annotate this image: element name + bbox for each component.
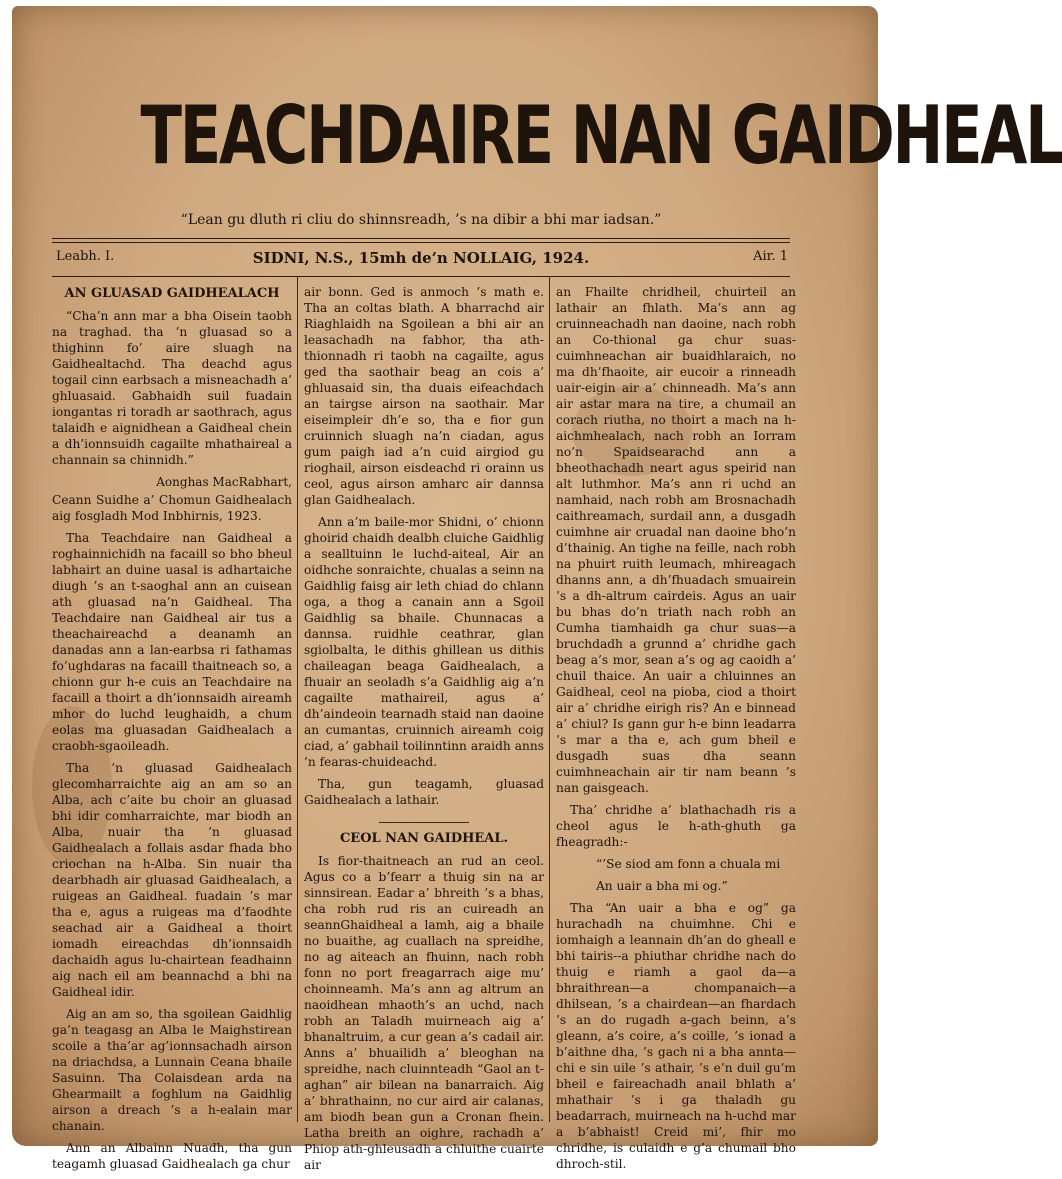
article-paragraph: Ann an Albainn Nuadh, tha gun teagamh gluasad Gaidhealach ga chur [52, 1141, 292, 1171]
column-2 [304, 284, 544, 1179]
article-paragraph: air bonn. Ged is anmoch ’s math e. Tha an coltas blath. A bharrachd air Riaghlaidh na Sgoilean a bhi air an leasachadh na fabhor, tha ath- thionnadh ri taobh na cagailte, agus ged tha saothair beag an cois a’ ghluasaid sin, tha duais eifeachdach an tairgse airson na saothair. Mar eiseimpleir dh’e so, tha e fior gun cruinnich sluagh na’n ciadan, agus gum paigh iad a’n cuid airgiod gu rioghail, airson eisdeachd ri orainn us ceol, agus airson amharc air dannsa glan Gaidhealach. [304, 285, 544, 507]
dateline [52, 249, 790, 269]
issue-date: SIDNI, N.S., 15mh de’n NOLLAIG, 1924. [252, 249, 590, 267]
article-paragraph: Tha Teachdaire nan Gaidheal a roghainnichidh na facaill so bho bheul labhairt an duine uasal is adhartaiche diugh ’s an t-saoghal ann an cuisean ath gluasad na’n Gaidheal. Tha Teachdaire nan Gaidheal air tus a theachaireachd a deanamh an danadas ann a lan-earbsa ri fathamas fo’ughdaras na facaill thaitneach so, a chionn gur h-e cuis an Teachdaire na facaill a thoirt a dh’ionnsaidh aireamh mhor do luchd leughaidh, a chum eolas ma gluasadan Gaidhealach a craobh-sgaoileadh. [52, 531, 292, 753]
article-paragraph: an Fhailte chridheil, chuirteil an lathair an fhlath. Ma’s ann ag cruinneachadh nan daoine, nach robh an Co-thional ga chur suas-cuimhneachan air buaidhlaraich, no ma dh’fhaoite, air eucoir a rinneadh uair-eigin air a’ chinneadh. Ma’s ann air astar mara na tire, a chumail an corach riutha, no thoirt a mach na h-aichmhealach, nach robh an Iorram no’n Spaidsearachd ann a bheothachadh neart agus speirid nan alt luthmhor. Ma’s ann ri uchd an namhaid, nach robh am Brosnachadh caithreamach, surdail ann, a dusgadh cuimhne air cruadal nan daoine bho’n d’thainig. An tighe na feille, nach robh na phuirt ruith leumach, mhireagach dhanns ann, a dh’fhuadach smuairein ’s a dh-altrum cairdeis. Agus an uair bu bhas do’n triath nach robh an Cumha tiamhaidh ga chur suas—a bruchdadh a grunnd a’ chridhe gach beag a’s mor, sean a’s og ag caoidh a’ chuil thaice. An uair a chluinnes an Gaidheal, ceol na pioba, ciod a thoirt air a’ chridhe eirigh ris? An e binnead a’ chiul? Is gann gur h-e binn leadarra ’s mar a tha e, ach gum bheil e dusgadh suas dha seann cuimhneachain air tir nam beann ’s nan gaisgeach. [556, 285, 796, 795]
article-paragraph: Tha, gun teagamh, gluasad Gaidhealach a lathair. [304, 777, 544, 807]
article-quote: “Cha’n ann mar a bha Oisein taobh na traghad. tha ’n gluasad so a thighinn fo’ aire sluagh na Gaidhealtachd. Tha deachd agus togail cinn earbsach a misneachadh a’ ghluasaid. Gabhaidh suil fuadain iongantas ri toradh ar saothrach, agus talaidh e aignidhean a Gaidheal chein a dh’ionnsuidh cagailte mhathaireal a channain sa chinnidh.” [52, 309, 292, 467]
column-3 [556, 284, 796, 1178]
column-divider [549, 276, 550, 1122]
article-paragraph: Tha’ chridhe a’ blathachadh ris a cheol agus le h-ath-ghuth ga fheagradh:- [556, 803, 796, 849]
top-rule-double [52, 242, 790, 243]
masthead-motto: “Lean gu dluth ri cliu do shinnsreadh, ’s na dibir a bhi mar iadsan.” [180, 212, 662, 228]
article-paragraph: Is fior-thaitneach an rud an ceol. Agus co a b’fearr a thuig sin na ar sinnsirean. Eadar a’ bhreith ’s a bhas, cha robh rud ris an cuireadh an seannGhaidheal a lamh, aig a bhaile no buaithe, ag cuallach na spreidhe, no ag aiteach an fhuinn, nach robh fonn no port freagarrach aige mu’ choinneamh. Ma’s ann ag altrum an naoidhean mhaoth’s an uchd, nach robh an Taladh muirneach aig a’ bhanaltruim, a cur gean a’s cadail air. Anns a’ bhuailidh a’ bleoghan na spreidhe, nach cluinnteadh “Gaol an t-aghan” air bilean na banarraich. Aig a’ bhrathainn, no cur aird air calanas, am biodh bean gun a Cronan fhein. Latha breith an oighre, rachadh a’ Phiop ath-ghleusadh a chluithe cuairte air [304, 854, 544, 1172]
volume-number: Leabh. I. [56, 249, 115, 264]
column-1 [52, 284, 292, 1178]
article-paragraph: Ann a’m baile-mor Shidni, o’ chionn ghoirid chaidh dealbh cluiche Gaidhlig a sealltuinn le luchd-aiteal, Air an oidhche sonraichte, chualas a seinn na Gaidhlig faisg air leth chiad do chlann oga, a thog a canain ann a Sgoil Gaidhlig sa bhaile. Chunnacas a dannsa. ruidhle ceathrar, glan sgiolbalta, le dithis ghillean us dithis chaileagan beaga Gaidhealach, a fhuair an seoladh s’a Gaidhlig aig a’n cagailte mathaireil, agus a’ dh’aindeoin tearnadh staid nan daoine an cumantas, cruinnich aireamh coig ciad, a’ gabhail toilinntinn araidh anns ’n fearas-chuideachd. [304, 515, 544, 769]
masthead-title: TEACHDAIRE NAN GAIDHEAL [140, 89, 1062, 182]
quote-author-role: Ceann Suidhe a’ Chomun Gaidhealach aig fosgladh Mod Inbhirnis, 1923. [52, 493, 292, 523]
article-paragraph: Tha “An uair a bha e og” ga hurachadh na chuimhne. Chi e iomhaigh a leannain dh’an do gheall e bhi tairis--a phiuthar chridhe nach do thuig e riamh a gaol da—a bhraithrean—a chompanaich—a dhilsean, ’s a chairdean—an fhardach ’s an do rugadh a-gach beinn, a’s gleann, a’s coire, a’s coille, ’s ionad a b’aithne dha, ’s gach ni a bha annta—chi e sin uile ’s athair, ’s e’n duil gu’m bheil e faireachadh anail bhlath a’ mhathair ’s i ga thaladh gu beadarrach, muirneach na h-uchd mar a b’abhaist! Creid mi’, fhir mo chridhe, is culaidh e g’a chumail bho dhroch-stil. [556, 901, 796, 1171]
section-separator [379, 822, 469, 823]
issue-number: Air. 1 [753, 249, 788, 264]
newspaper-page [12, 6, 1062, 1172]
article-paragraph: Aig an am so, tha sgoilean Gaidhlig ga’n teagasg an Alba le Maighstirean scoile a tha’ar ag’ionnsachadh airson na driachdsa, a Lunnain Ceana bhaile Sasuinn. Tha Colaisdean arda na Ghearmailt a foghlum na Gaidhlig airson a dreach ’s a h-ealain mar chanain. [52, 1007, 292, 1133]
article-heading: CEOL NAN GAIDHEAL. [339, 831, 509, 846]
article-paragraph: Tha ’n gluasad Gaidhealach glecomharraichte aig an am so an Alba, ach c’aite bu choir an gluasad bhi idir comharraichte, mar biodh an Alba, nuair tha ’n gluasad Gaidhealach a follais asdar fhada bho criochan na h-Alba. Sin nuair tha dearbhadh air gluasad Gaidhealach, a ruigeas an Gaidheal. fuadain ’s mar tha e, agus a ruigeas ma d’faodhte seachad air a Gaidheal a thoirt iomadh eireachdas dh’ionnsaidh dachaidh agus lu-chairtean feadhainn aig nach eil am beannachd a bhi na Gaidheal idir. [52, 761, 292, 999]
poem-line: “’Se siod am fonn a chuala mi [596, 857, 781, 871]
top-rule [52, 238, 790, 239]
article-heading: AN GLUASAD GAIDHEALACH [64, 286, 280, 301]
column-divider [297, 276, 298, 1122]
poem-line: An uair a bha mi og.” [596, 879, 728, 893]
quote-author: Aonghas MacRabhart, [156, 475, 292, 489]
dateline-rule [52, 276, 790, 277]
